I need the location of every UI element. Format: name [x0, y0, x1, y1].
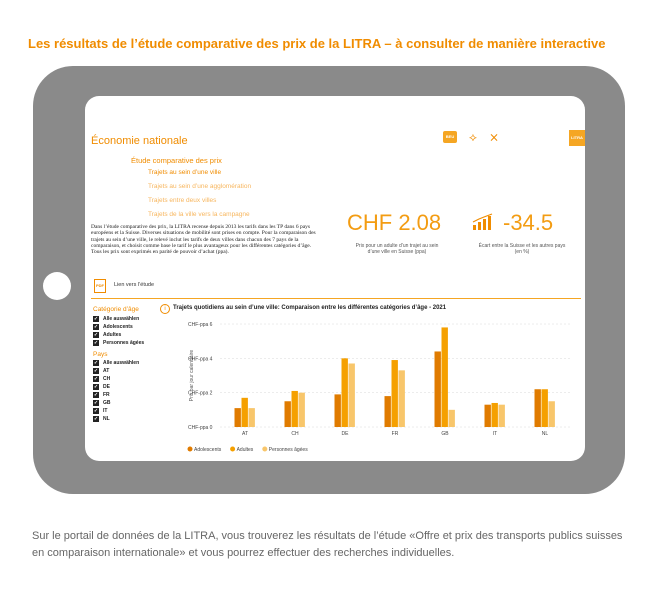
legend-label: Personnes âgées	[268, 447, 308, 453]
age-filter-label: Catégorie d’âge	[93, 306, 139, 313]
x-tick-label: AT	[241, 431, 249, 437]
bar-adolescents-nl	[535, 389, 541, 427]
filter-label: AT	[103, 368, 110, 374]
description-note: Tous les prix sont exprimés en parité de pouvoir d’achat (ppa).	[91, 249, 229, 256]
filter-label: Personnes âgées	[103, 340, 145, 346]
network-icon[interactable]: ⟡	[469, 130, 477, 144]
filter-checkbox-all-ages[interactable]	[93, 315, 144, 323]
bar-adultes-gb	[442, 327, 448, 427]
description-paragraph: Dans l’étude comparative des prix, la LITRA recense depuis 2013 les tarifs dans les TP dans 6 pays européens et la Suisse. Diverses situations de mobilité sont prises en compte. Pour la comparaison des trajets au sein d’une ville, le relevé inclut les tarifs de deux villes dans chacun des 7 pays de la comparaison, et choisit comme base le tarif le plus avantageux pour les différentes catégories d’âge.	[91, 224, 316, 249]
pdf-icon[interactable]: PDF	[94, 279, 106, 293]
legend-label: Adultes	[236, 447, 254, 453]
filter-checkbox-de[interactable]	[93, 383, 139, 391]
study-link[interactable]: Lien vers l’étude	[114, 282, 155, 288]
filter-label: NL	[103, 416, 110, 422]
y-tick-label: CHF-ppa 6	[188, 322, 213, 328]
checkbox-checked-icon[interactable]: ✓	[93, 416, 99, 422]
x-tick-label: FR	[391, 431, 399, 437]
study-title: Étude comparative des prix	[131, 156, 222, 165]
x-tick-label: CH	[291, 431, 299, 437]
bar-personnes-âgées-gb	[449, 410, 455, 427]
checkbox-checked-icon[interactable]: ✓	[93, 340, 99, 346]
legend-label: Adolescents	[194, 447, 222, 453]
caption-line: d’une ville en Suisse (ppa)	[367, 249, 427, 255]
y-tick-label: CHF-ppa 4	[188, 356, 213, 363]
bar-personnes-âgées-at	[249, 408, 255, 427]
tablet-home-button	[43, 272, 71, 300]
filter-label: CH	[103, 376, 111, 382]
caption-line: (en %)	[514, 249, 530, 255]
filter-checkbox-nl[interactable]	[93, 415, 139, 423]
country-filter-label: Pays	[93, 351, 108, 358]
checkbox-checked-icon[interactable]: ✓	[93, 332, 99, 338]
checkbox-checked-icon[interactable]: ✓	[93, 316, 99, 322]
filter-checkbox-adolescents[interactable]	[93, 323, 144, 331]
filter-checkbox-seniors[interactable]	[93, 339, 144, 347]
filter-label: GB	[103, 400, 111, 406]
filter-checkbox-adults[interactable]	[93, 331, 144, 339]
nav-item-city[interactable]: Trajets au sein d’une ville	[148, 169, 222, 176]
bar-adultes-at	[242, 398, 248, 427]
legend-marker	[188, 447, 193, 452]
partner-box-icon[interactable]: BEU	[443, 131, 457, 143]
filter-checkbox-gb[interactable]	[93, 399, 139, 407]
filter-label: Alle auswählen	[103, 360, 140, 366]
x-tick-label: IT	[492, 431, 498, 437]
checkbox-checked-icon[interactable]: ✓	[93, 392, 99, 398]
bar-adultes-it	[492, 403, 498, 427]
caption-line: Écart entre la Suisse et les autres pays	[478, 243, 566, 249]
y-tick-label: CHF-ppa 2	[188, 390, 213, 397]
bar-adolescents-gb	[435, 351, 441, 427]
growth-chart-icon	[472, 213, 494, 235]
age-filter-list	[93, 315, 144, 347]
bar-adolescents-it	[485, 405, 491, 427]
checkbox-checked-icon[interactable]: ✓	[93, 400, 99, 406]
tablet-frame	[33, 66, 625, 494]
study-description	[91, 224, 316, 255]
filter-label: Adolescents	[103, 324, 133, 330]
bar-adolescents-at	[235, 408, 241, 427]
checkbox-checked-icon[interactable]: ✓	[93, 408, 99, 414]
bar-adultes-de	[342, 358, 348, 427]
filter-label: Adultes	[103, 332, 122, 338]
kpi-price-gap: -34.5	[503, 210, 554, 235]
bar-adultes-nl	[542, 389, 548, 427]
filter-checkbox-ch[interactable]	[93, 375, 139, 383]
y-axis-label: Prix par jour calendaire	[189, 349, 195, 402]
bar-adolescents-ch	[285, 401, 291, 427]
nav-item-two-cities[interactable]: Trajets entre deux villes	[148, 197, 217, 204]
kpi-adult-price: CHF 2.08	[347, 210, 442, 235]
price-comparison-chart	[155, 312, 575, 461]
kpi-adult-price-caption	[337, 243, 457, 255]
filter-label: IT	[103, 408, 108, 414]
bar-personnes-âgées-ch	[299, 393, 305, 427]
bar-adultes-ch	[292, 391, 298, 427]
nav-item-agglomeration[interactable]: Trajets au sein d’une agglomération	[148, 183, 252, 190]
bar-personnes-âgées-nl	[549, 401, 555, 427]
bar-personnes-âgées-de	[349, 363, 355, 427]
nav-item-city-to-country[interactable]: Trajets de la ville vers la campagne	[148, 211, 250, 218]
section-divider	[91, 298, 581, 299]
info-icon[interactable]: i	[160, 304, 170, 314]
caption-line: Prix pour un adulte d’un trajet au sein	[355, 243, 439, 249]
bar-personnes-âgées-it	[499, 405, 505, 427]
y-tick-label: CHF-ppa 0	[188, 425, 213, 431]
checkbox-checked-icon[interactable]: ✓	[93, 376, 99, 382]
dashboard-screen	[85, 96, 585, 461]
filter-checkbox-it[interactable]	[93, 407, 139, 415]
filter-checkbox-at[interactable]	[93, 367, 139, 375]
country-filter-list	[93, 359, 139, 423]
bar-adolescents-fr	[385, 396, 391, 427]
page-headline: Les résultats de l’étude comparative des prix de la LITRA – à consulter de manière interactive	[28, 36, 606, 51]
x-tick-label: NL	[541, 431, 549, 437]
checkbox-checked-icon[interactable]: ✓	[93, 324, 99, 330]
filter-checkbox-fr[interactable]	[93, 391, 139, 399]
bar-personnes-âgées-fr	[399, 370, 405, 427]
crossed-arrows-icon[interactable]: ⨯	[488, 130, 499, 144]
bar-adultes-fr	[392, 360, 398, 427]
chart-title: Trajets quotidiens au sein d’une ville: Comparaison entre les différentes catégories d’âge - 2021	[173, 305, 447, 311]
litra-logo: LITRA	[569, 130, 585, 146]
partner-logos	[443, 131, 499, 143]
checkbox-checked-icon[interactable]: ✓	[93, 360, 99, 366]
kpi-price-gap-caption	[467, 243, 577, 255]
legend-marker	[230, 447, 235, 452]
filter-label: FR	[103, 392, 110, 398]
study-nav	[148, 169, 251, 225]
x-tick-label: DE	[341, 431, 349, 437]
legend-marker	[262, 447, 267, 452]
filter-label: DE	[103, 384, 110, 390]
app-title: Économie nationale	[91, 135, 188, 147]
x-tick-label: GB	[441, 431, 449, 437]
filter-checkbox-all-countries[interactable]	[93, 359, 139, 367]
checkbox-checked-icon[interactable]: ✓	[93, 384, 99, 390]
checkbox-checked-icon[interactable]: ✓	[93, 368, 99, 374]
page-footer: Sur le portail de données de la LITRA, vous trouverez les résultats de l’étude «Offre et prix des transports publics suisses en comparaison internationale» et vous pourrez effectuer des recherches individuelles.	[32, 530, 623, 559]
bar-adolescents-de	[335, 394, 341, 427]
filter-label: Alle auswählen	[103, 316, 140, 322]
